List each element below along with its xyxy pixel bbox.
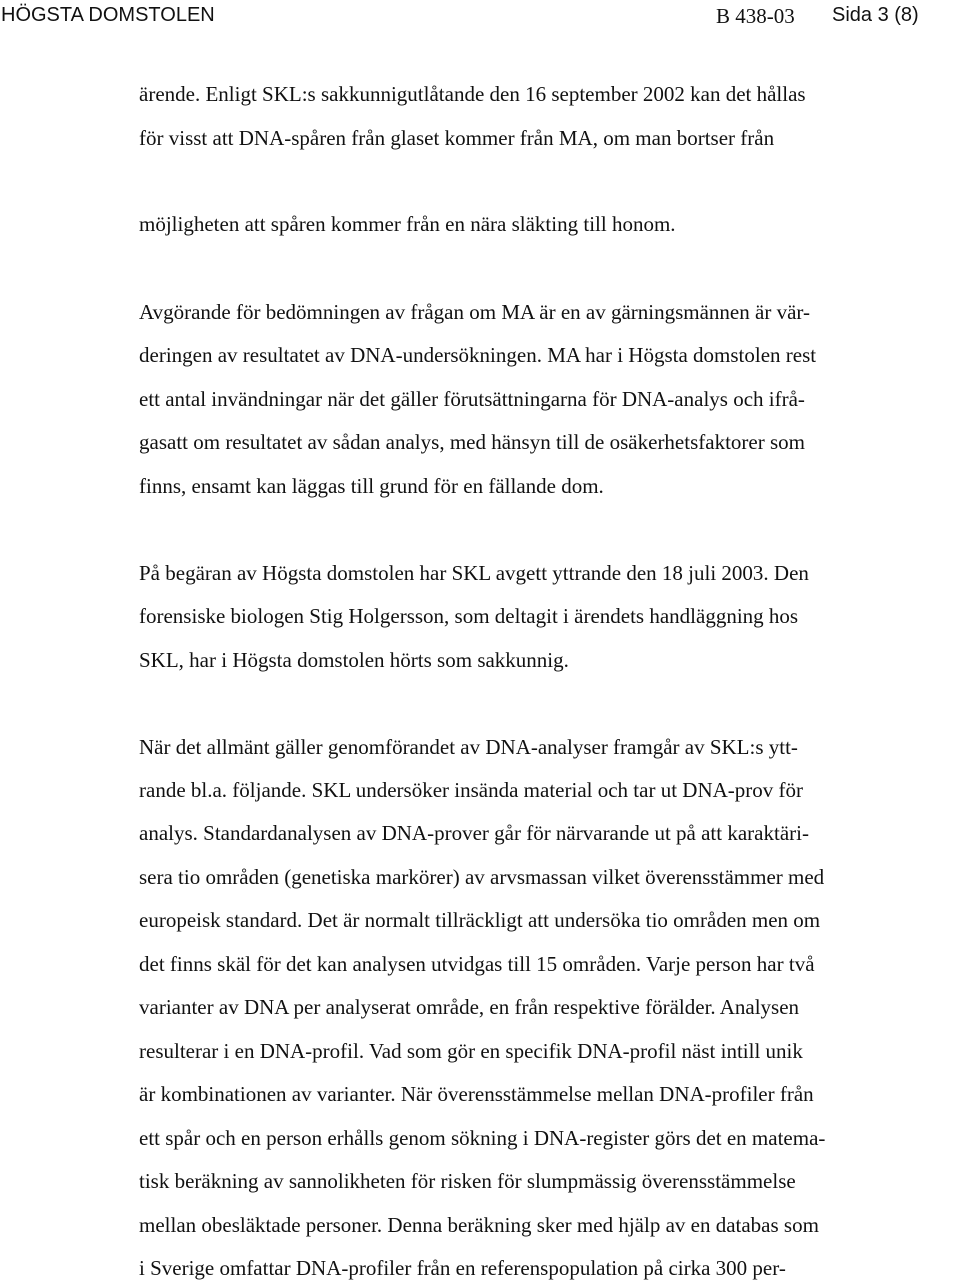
text-line: sera tio områden (genetiska markörer) av arvsmassan vilket överensstämmer med [139,865,825,889]
page-header [0,4,960,32]
text-line: ett antal invändningar när det gäller förutsättningarna för DNA-analys och ifrå- [139,387,805,411]
case-number: B 438-03 [716,4,795,28]
text-line: SKL, har i Högsta domstolen hörts som sakkunnig. [139,648,569,672]
text-line: finns, ensamt kan läggas till grund för en fällande dom. [139,474,604,498]
text-line: gasatt om resultatet av sådan analys, med hänsyn till de osäkerhetsfaktorer som [139,430,805,454]
text-line: mellan obesläktade personer. Denna beräkning sker med hjälp av en databas som [139,1213,819,1237]
text-line: analys. Standardanalysen av DNA-prover går för närvarande ut på att karaktäri- [139,821,809,845]
text-line: europeisk standard. Det är normalt tillräckligt att undersöka tio områden men om [139,908,821,932]
text-line: det finns skäl för det kan analysen utvidgas till 15 områden. Varje person har två [139,952,815,976]
text-line: resulterar i en DNA-profil. Vad som gör en specifik DNA-profil näst intill unik [139,1039,803,1063]
text-line: Avgörande för bedömningen av frågan om MA är en av gärningsmännen är vär- [139,300,810,324]
court-name: HÖGSTA DOMSTOLEN [1,4,215,26]
text-line: På begäran av Högsta domstolen har SKL avgett yttrande den 18 juli 2003. Den [139,561,809,585]
text-line: är kombinationen av varianter. När överensstämmelse mellan DNA-profiler från [139,1082,814,1106]
text-line: rande bl.a. följande. SKL undersöker insända material och tar ut DNA-prov för [139,778,804,802]
text-line: för visst att DNA-spåren från glaset kommer från MA, om man bortser från [139,126,775,150]
text-line: ett spår och en person erhålls genom sökning i DNA-register görs det en matema- [139,1126,826,1150]
text-line: ärende. Enligt SKL:s sakkunnigutlåtande den 16 september 2002 kan det hållas [139,82,806,106]
text-line: möjligheten att spåren kommer från en nära släkting till honom. [139,212,676,236]
text-line: varianter av DNA per analyserat område, en från respektive förälder. Analysen [139,995,800,1019]
page-number: Sida 3 (8) [832,4,919,26]
text-line: i Sverige omfattar DNA-profiler från en referenspopulation på cirka 300 per- [139,1256,786,1280]
text-line: När det allmänt gäller genomförandet av DNA-analyser framgår av SKL:s ytt- [139,735,798,759]
text-line: tisk beräkning av sannolikheten för risken för slumpmässig överensstämmelse [139,1169,796,1193]
text-line: forensiske biologen Stig Holgersson, som deltagit i ärendets handläggning hos [139,604,799,628]
text-line: deringen av resultatet av DNA-undersökningen. MA har i Högsta domstolen rest [139,343,817,367]
